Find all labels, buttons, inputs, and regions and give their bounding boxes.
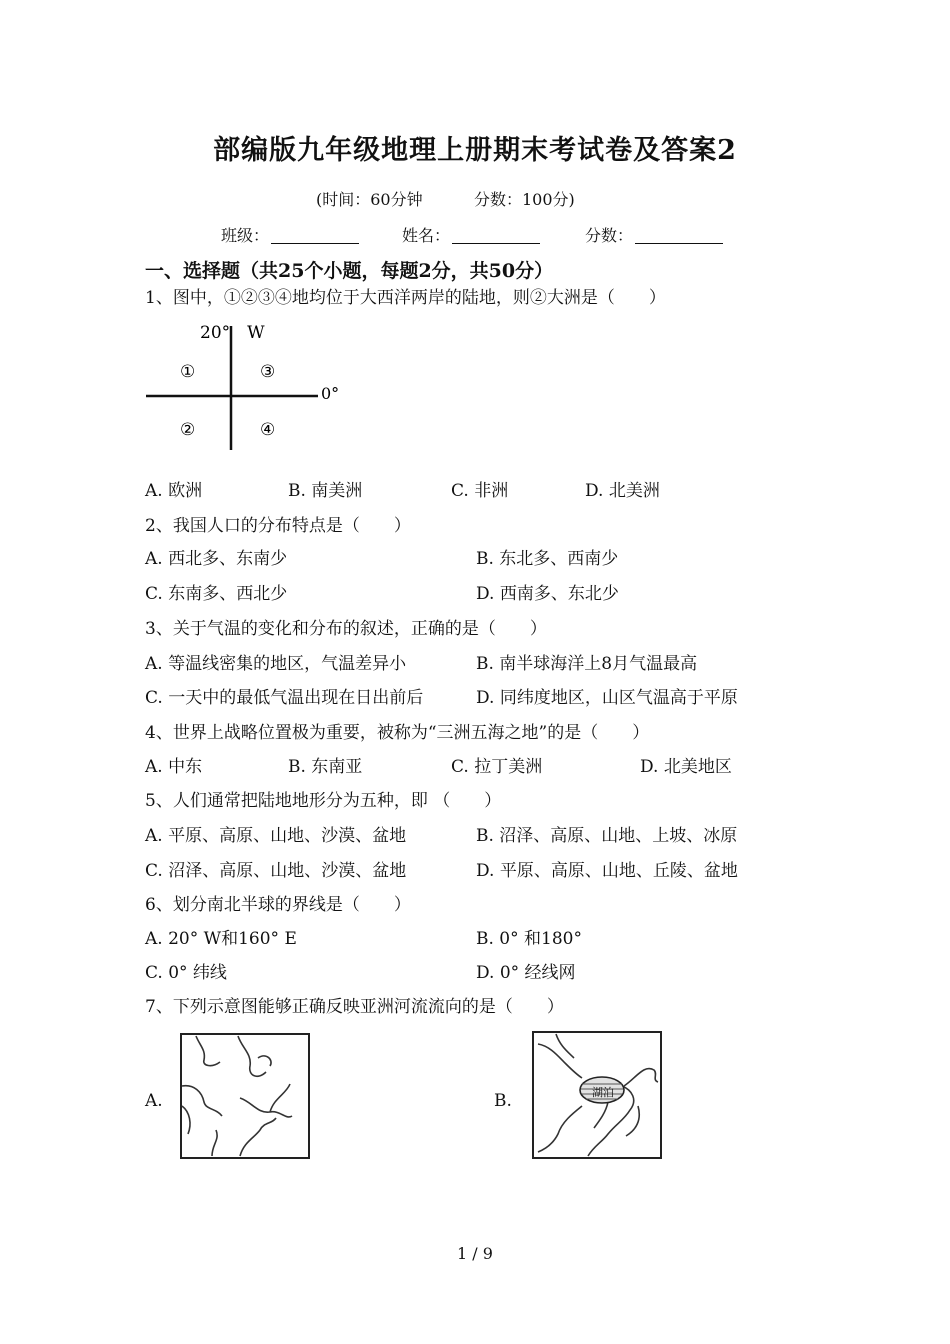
name-label: 姓名：	[402, 226, 451, 245]
q1-option-b: B. 南美洲	[288, 481, 363, 501]
q5-option-c: C. 沼泽、高原、山地、沙漠、盆地	[145, 861, 407, 881]
q3-option-c: C. 一天中的最低气温出现在日出前后	[145, 688, 424, 708]
name-field	[402, 223, 540, 246]
q3-option-d: D. 同纬度地区，山区气温高于平原	[476, 688, 738, 708]
q1-option-a: A. 欧洲	[145, 481, 203, 501]
page-number: 1 / 9	[457, 1244, 493, 1263]
q2-option-a: A. 西北多、东南少	[145, 549, 288, 569]
marker-4: ④	[260, 420, 276, 440]
name-blank	[452, 227, 540, 244]
q7-river-map-b	[528, 1030, 668, 1160]
q6-option-a: A. 20° W和160° E	[145, 929, 297, 949]
question-1-stem: 1、图中，①②③④地均位于大西洋两岸的陆地，则②大洲是（ ）	[145, 288, 666, 308]
class-blank	[271, 227, 359, 244]
q6-option-c: C. 0° 纬线	[145, 963, 227, 983]
q1-option-d: D. 北美洲	[585, 481, 660, 501]
question-4-stem: 4、世界上战略位置极为重要，被称为“三洲五海之地”的是（ ）	[145, 723, 650, 743]
q7-river-map-a	[176, 1032, 316, 1160]
page-title: 部编版九年级地理上册期末考试卷及答案2	[213, 135, 737, 166]
marker-1: ①	[180, 362, 196, 382]
question-6-stem: 6、划分南北半球的界线是（ ）	[145, 895, 411, 915]
q4-option-c: C. 拉丁美洲	[451, 757, 543, 777]
q3-option-a: A. 等温线密集的地区，气温差异小	[145, 654, 407, 674]
q3-option-b: B. 南半球海洋上8月气温最高	[476, 654, 698, 674]
q4-option-d: D. 北美地区	[640, 757, 732, 777]
q5-option-d: D. 平原、高原、山地、丘陵、盆地	[476, 861, 738, 881]
score-blank	[635, 227, 723, 244]
q4-option-b: B. 东南亚	[288, 757, 363, 777]
marker-2: ②	[180, 420, 196, 440]
q2-option-b: B. 东北多、西南少	[476, 549, 619, 569]
class-field	[221, 223, 359, 246]
score-field	[585, 223, 723, 246]
q4-option-a: A. 中东	[145, 757, 203, 777]
lon-label: 20° W	[200, 323, 265, 343]
exam-score: 分数：100分)	[474, 190, 575, 209]
lat-label: 0°	[321, 384, 340, 403]
map-a-rivers	[182, 1036, 292, 1156]
section-heading: 一、选择题（共25个小题，每题2分，共50分）	[145, 260, 554, 282]
q6-option-b: B. 0° 和180°	[476, 929, 582, 949]
question-7-stem: 7、下列示意图能够正确反映亚洲河流流向的是（ ）	[145, 997, 564, 1017]
q7-option-a-label: A.	[145, 1091, 163, 1111]
q1-coordinate-figure	[140, 318, 370, 458]
marker-3: ③	[260, 362, 276, 382]
q2-option-d: D. 西南多、东北少	[476, 584, 619, 604]
exam-time: (时间：60分钟	[316, 190, 423, 209]
lake-label: 湖泊	[592, 1086, 614, 1099]
question-3-stem: 3、关于气温的变化和分布的叙述，正确的是（ ）	[145, 619, 547, 639]
q5-option-b: B. 沼泽、高原、山地、上坡、冰原	[476, 826, 738, 846]
q2-option-c: C. 东南多、西北少	[145, 584, 288, 604]
map-a-frame	[181, 1034, 309, 1158]
question-2-stem: 2、我国人口的分布特点是（ ）	[145, 516, 411, 536]
class-label: 班级：	[221, 226, 270, 245]
q7-option-b-label: B.	[494, 1091, 512, 1111]
q6-option-d: D. 0° 经线网	[476, 963, 576, 983]
question-5-stem: 5、人们通常把陆地地形分为五种，即 （ ）	[145, 791, 502, 811]
q1-option-c: C. 非洲	[451, 481, 509, 501]
q5-option-a: A. 平原、高原、山地、沙漠、盆地	[145, 826, 407, 846]
score-label: 分数：	[585, 226, 634, 245]
